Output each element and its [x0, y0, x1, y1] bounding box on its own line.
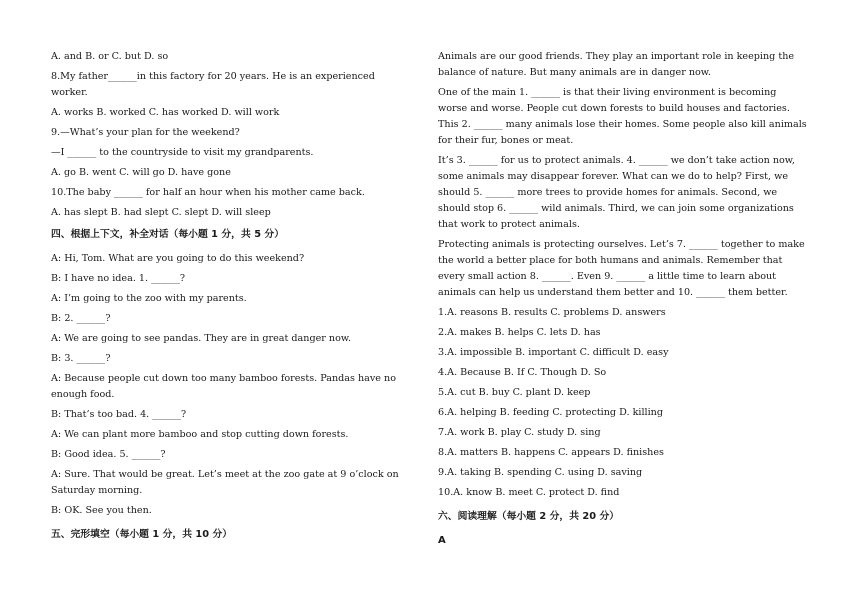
cloze-option: 4.A. Because B. If C. Though D. So: [438, 367, 607, 378]
cloze-option: 5.A. cut B. buy C. plant D. keep: [438, 387, 591, 398]
q9-stem: 9.—What’s your plan for the weekend?: [51, 127, 240, 138]
q9-stem-cont: —I ______ to the countryside to visit my grandparents.: [51, 147, 314, 158]
cloze-option: 9.A. taking B. spending C. using D. saving: [438, 467, 643, 478]
cloze-option: 1.A. reasons B. results C. problems D. answers: [438, 307, 666, 318]
passage-a-label: A: [438, 535, 446, 546]
dialog-line: A: Because people cut down too many bamboo forests. Pandas have no enough food.: [51, 373, 396, 400]
dialog-line: B: Good idea. 5. ______?: [51, 449, 166, 460]
cloze-option: 3.A. impossible B. important C. difficult D. easy: [438, 347, 669, 358]
dialog-line: A: Sure. That would be great. Let’s meet at the zoo gate at 9 o’clock on Saturday morning.: [51, 469, 399, 496]
right-column: [438, 49, 808, 549]
q10-stem: 10.The baby ______ for half an hour when his mother came back.: [51, 187, 365, 198]
q8-stem: 8.My father______in this factory for 20 years. He is an experienced: [51, 71, 375, 82]
cloze-option: 10.A. know B. meet C. protect D. find: [438, 487, 620, 498]
dialog-line: B: 3. ______?: [51, 353, 111, 364]
q8-options: A. works B. worked C. has worked D. will work: [51, 107, 280, 118]
q10-options: A. has slept B. had slept C. slept D. will sleep: [51, 207, 271, 218]
dialog-line: A: I’m going to the zoo with my parents.: [51, 293, 247, 304]
dialog-line: A: We are going to see pandas. They are in great danger now.: [51, 333, 351, 344]
cloze-paragraph: One of the main 1. ______ is that their living environment is becoming worse and worse. People cut down forests to build houses and factories. This 2. ______ many animals lose their homes. Some people also kill animals for their fur, bones or meat.: [438, 87, 807, 146]
section5-title: 五、完形填空（每小题 1 分，共 10 分）: [51, 529, 233, 540]
cloze-paragraph: Animals are our good friends. They play an important role in keeping the balance of nature. But many animals are in danger now.: [438, 51, 795, 78]
dialog-line: A: We can plant more bamboo and stop cutting down forests.: [51, 429, 349, 440]
cloze-option: 7.A. work B. play C. study D. sing: [438, 427, 601, 438]
q7-options: A. and B. or C. but D. so: [51, 51, 169, 62]
cloze-option: 8.A. matters B. happens C. appears D. finishes: [438, 447, 664, 458]
dialog-line: B: 2. ______?: [51, 313, 111, 324]
q8-stem-cont: worker.: [51, 87, 88, 98]
cloze-paragraph: Protecting animals is protecting ourselves. Let’s 7. ______ together to make the world a better place for both humans and animals. Remember that every small action 8. ______. Even 9. ______ a little time to learn about animals can help us understand them better and 10. ______ them better.: [438, 239, 805, 298]
q9-options: A. go B. went C. will go D. have gone: [51, 167, 231, 178]
left-column: [51, 49, 425, 551]
cloze-option: 6.A. helping B. feeding C. protecting D. killing: [438, 407, 663, 418]
section4-title: 四、根据上下文，补全对话（每小题 1 分，共 5 分）: [51, 229, 285, 240]
cloze-paragraph: It’s 3. ______ for us to protect animals. 4. ______ we don’t take action now, some animals may disappear forever. What can we do to help? First, we should 5. ______ more trees to provide homes for animals. Second, we should stop 6. ______ wild animals. Third, we can join some organizations that work to protect animals.: [438, 155, 795, 230]
dialog-line: B: That’s too bad. 4. ______?: [51, 409, 187, 420]
dialog-line: B: I have no idea. 1. ______?: [51, 273, 186, 284]
dialog-line: B: OK. See you then.: [51, 505, 152, 516]
dialog-line: A: Hi, Tom. What are you going to do this weekend?: [51, 253, 305, 264]
cloze-option: 2.A. makes B. helps C. lets D. has: [438, 327, 601, 338]
section6-title: 六、阅读理解（每小题 2 分，共 20 分）: [438, 511, 620, 522]
